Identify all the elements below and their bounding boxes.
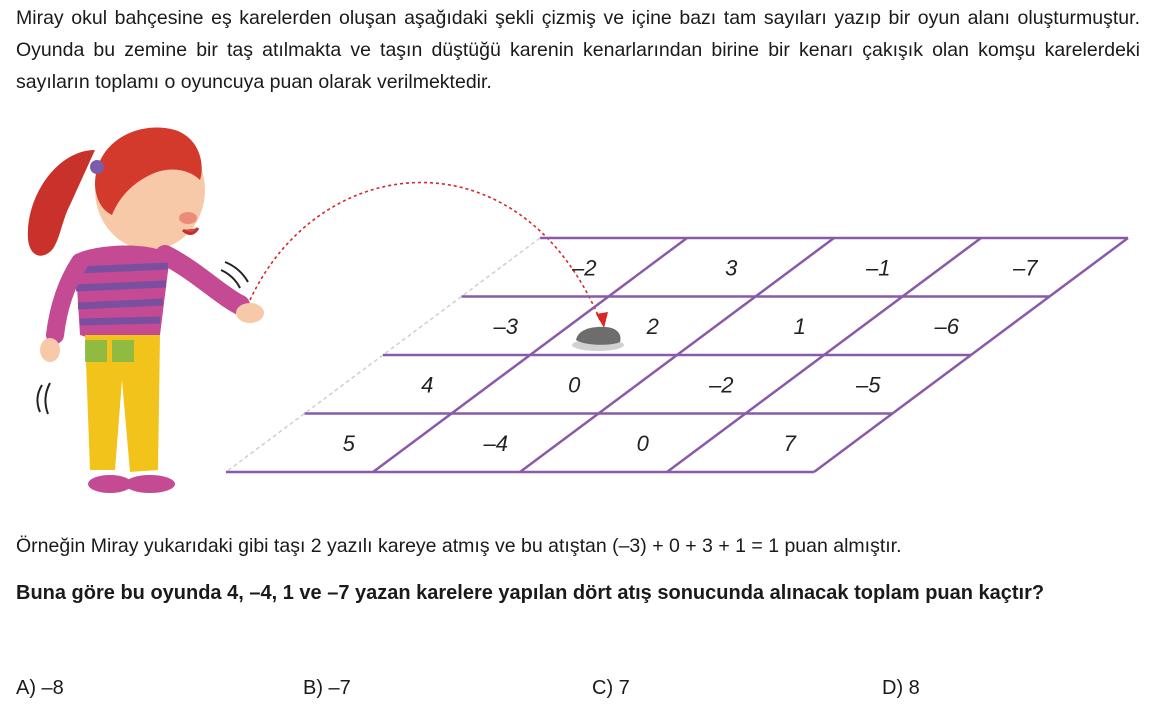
choice-c[interactable]: C) 7 xyxy=(592,677,630,699)
choice-b[interactable]: B) –7 xyxy=(303,677,351,699)
grid-cell-number: –6 xyxy=(934,313,959,339)
grid-cell-number: –5 xyxy=(856,372,881,398)
grid-cell-number: 0 xyxy=(568,372,581,398)
grid-cell-number: –1 xyxy=(866,255,891,281)
grid-cell-number: 1 xyxy=(793,313,806,339)
grid-cell-number: –2 xyxy=(709,372,734,398)
choice-d[interactable]: D) 8 xyxy=(882,677,920,699)
stone-icon xyxy=(572,327,624,351)
grid-cell-number: –2 xyxy=(572,255,597,281)
question-text: Buna göre bu oyunda 4, –4, 1 ve –7 yazan karelere yapılan dört atış sonucunda alınacak toplam puan kaçtır? xyxy=(16,582,1045,604)
grid-cell-number: 7 xyxy=(783,430,796,456)
grid-cell-number: 2 xyxy=(646,313,659,339)
grid-cell-number: –7 xyxy=(1013,255,1038,281)
grid-cell-number: –3 xyxy=(493,313,518,339)
example-paragraph: Örneğin Miray yukarıdaki gibi taşı 2 yazılı kareye atmış ve bu atıştan (–3) + 0 + 3 + 1 = 1 puan almıştır. xyxy=(16,535,902,557)
choice-a[interactable]: A) –8 xyxy=(16,677,64,699)
grid-cell-number: 4 xyxy=(421,372,434,398)
game-scene xyxy=(0,118,1162,508)
grid-cell-number: –4 xyxy=(483,430,508,456)
grid-cell-number: 0 xyxy=(636,430,649,456)
girl-illustration xyxy=(28,127,264,493)
grid-cell-number: 5 xyxy=(342,430,355,456)
number-grid xyxy=(226,238,1128,472)
throw-trajectory xyxy=(250,183,600,321)
grid-cell-number: 3 xyxy=(725,255,738,281)
intro-paragraph: Miray okul bahçesine eş karelerden oluşan aşağıdaki şekli çizmiş ve içine bazı tam sayıları yazıp bir oyun alanı oluşturmuştur. Oyunda bu zemine bir taş atılmakta ve taşın düştüğü karenin kenarlarından birine bir kenarı çakışık olan komşu karelerdeki sayıların toplamı o oyuncuya puan olarak verilmektedir. xyxy=(16,7,1140,93)
